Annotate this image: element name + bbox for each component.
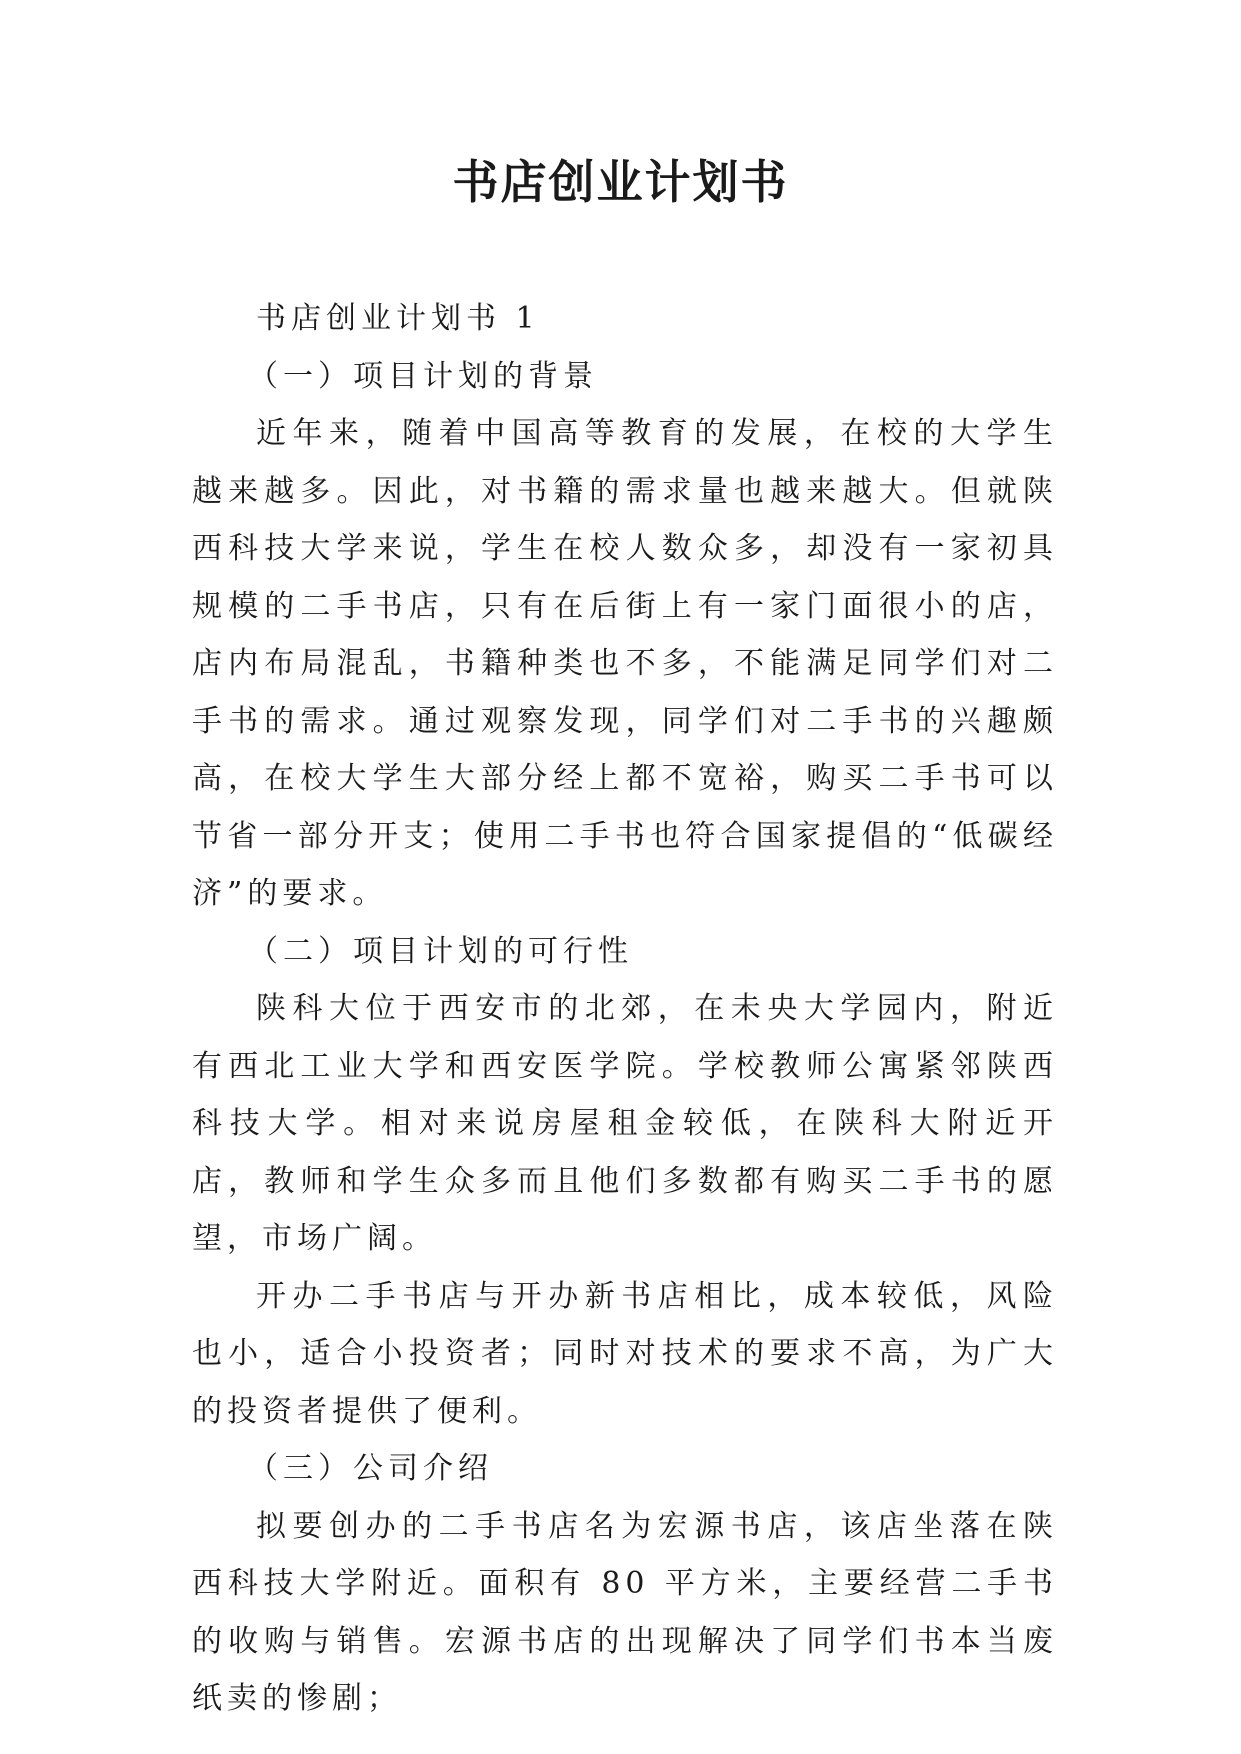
section-heading-company: （三）公司介绍 — [248, 1451, 493, 1486]
paragraph-feasibility-cost: 开办二手书店与开办新书店相比，成本较低，风险也小，适合小投资者；同时对技术的要求不高，为广大的投资者提供了便利。 — [192, 1278, 1058, 1429]
paragraph-background: 近年来，随着中国高等教育的发展，在校的大学生越来越多。因此，对书籍的需求量也越来越大。但就陕西科技大学来说，学生在校人数众多，却没有一家初具规模的二手书店，只有在后街上有一家门面很小的店，店内布局混乱，书籍种类也不多，不能满足同学们对二手书的需求。通过观察发现，同学们对二手书的兴趣颇高，在校大学生大部分经上都不宽裕，购买二手书可以节省一部分开支；使用二手书也符合国家提倡的“低碳经济”的要求。 — [192, 416, 1058, 911]
paragraph-company-intro: 拟要创办的二手书店名为宏源书店，该店坐落在陕西科技大学附近。面积有 80 平方米，主要经营二手书的收购与销售。宏源书店的出现解决了同学们书本当废纸卖的惨剧； — [192, 1508, 1058, 1716]
document-title: 书店创业计划书 — [452, 155, 789, 209]
paragraph-feasibility-location: 陕科大位于西安市的北郊，在未央大学园内，附近有西北工业大学和西安医学院。学校教师公寓紧邻陕西科技大学。相对来说房屋租金较低，在陕科大附近开店，教师和学生众多而且他们多数都有购买二手书的愿望，市场广阔。 — [192, 991, 1058, 1256]
section-heading-background: （一）项目计划的背景 — [248, 358, 598, 394]
document-body — [192, 290, 1058, 1728]
section-heading-feasibility: （二）项目计划的可行性 — [248, 933, 633, 969]
plan-heading: 书店创业计划书 1 — [256, 301, 540, 336]
